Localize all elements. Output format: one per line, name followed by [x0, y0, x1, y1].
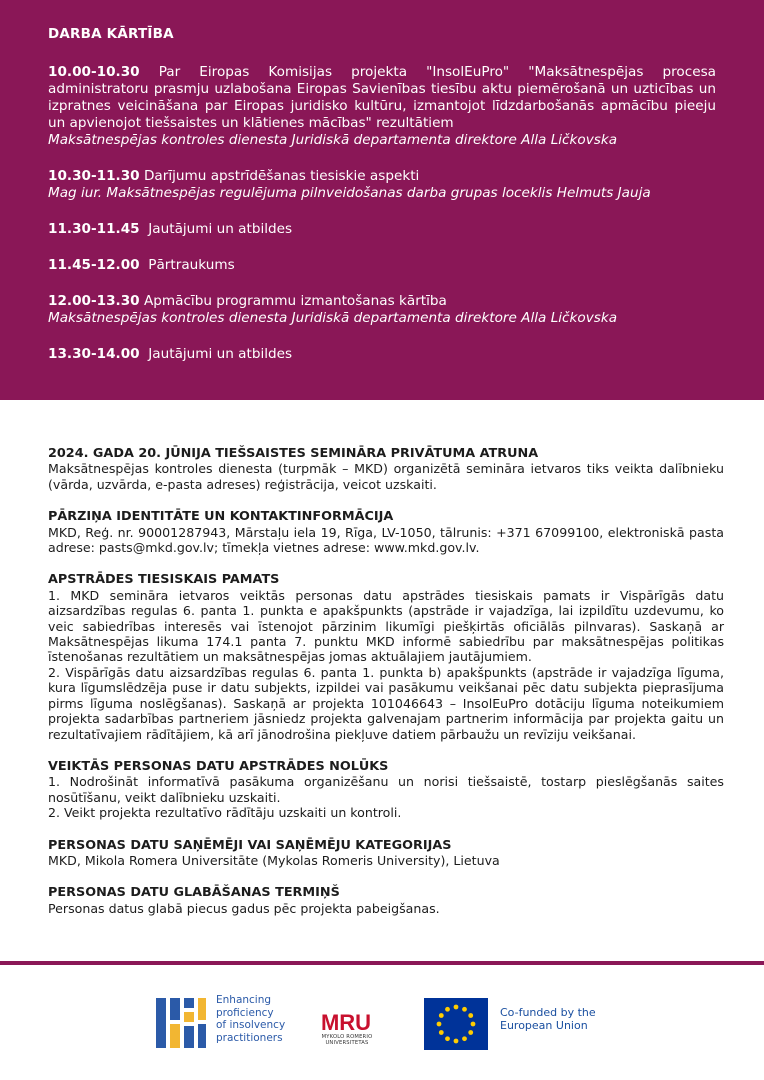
insoleupro-logo-icon — [154, 996, 208, 1050]
agenda-item — [48, 64, 721, 149]
agenda-banner — [0, 0, 764, 400]
agenda-topic: Darījumu apstrīdēšanas tiesiskie aspekti — [139, 168, 420, 184]
agenda-topic: Par Eiropas Komisijas projekta "InsolEuPro" "Maksātnespējas procesa administratoru prasmju uzlabošana Eiropas Savienības tiesību aktu piemērošanā un uzticības un izpratnes veicināšana par Eiropas juridisko kultūru, izmantojot līdzdarbošanās apmācību pieeju un apvienojot tiešsaistes un klātienes mācības" rezultātiem — [48, 64, 721, 131]
agenda-topic: Apmācību programmu izmantošanas kārtība — [139, 293, 447, 309]
agenda-title: DARBA KĀRTĪBA — [48, 26, 174, 42]
agenda-topic: Jautājumi un atbildes — [139, 346, 293, 362]
privacy-section — [48, 885, 724, 916]
agenda-item — [48, 346, 716, 363]
section-paragraph: Personas datus glabā piecus gadus pēc projekta pabeigšanas. — [48, 900, 440, 916]
privacy-section — [48, 759, 724, 821]
eu-star — [445, 1036, 450, 1041]
section-heading: 2024. GADA 20. JŪNIJA TIEŠSAISTES SEMINĀRA PRIVĀTUMA ATRUNA — [48, 446, 539, 461]
eu-star — [468, 1030, 473, 1035]
section-paragraph: MKD, Reģ. nr. 90001287943, Mārstaļu iela 19, Rīga, LV-1050, tālrunis: +371 67099100, elektroniskā pasta adrese: pasts@mkd.gov.lv; tīmekļa vietnes adrese: www.mkd.gov.lv. — [48, 524, 724, 556]
section-paragraph: 2. Vispārīgās datu aizsardzības regulas 6. panta 1. punkta b) apakšpunkts (apstrāde ir vajadzīga līguma, kura līgumslēdzēja puse ir datu subjekts, izpildei vai pasākumu veikšanai pēc datu subjekta pieprasījuma pirms līguma noslēgšanas). Saskaņā ar projekta 101046643 – InsolEuPro dotāciju līguma noteikumiem projekta sadarbības partneriem jāsniedz projekta galvenajam partnerim informācija par projekta gaitu un rezultatīvajiem rādītājiem, kā arī jānodrošina piekļuve datiem pārbaužu un revīziju veikšanai. — [48, 664, 724, 742]
svg-text:MRU: MRU — [320, 1010, 372, 1035]
section-heading: VEIKTĀS PERSONAS DATU APSTRĀDES NOLŪKS — [48, 758, 389, 774]
eu-flag-icon — [424, 992, 488, 1056]
eu-star — [454, 1005, 459, 1010]
footer-divider — [0, 961, 764, 965]
agenda-item — [48, 168, 716, 202]
section-heading: PERSONAS DATU GLABĀŠANAS TERMIŅŠ — [48, 885, 340, 901]
agenda-speaker: Maksātnespējas kontroles dienesta Juridiskā departamenta direktore Alla Ličkovska — [48, 132, 618, 148]
agenda-time: 10.30-11.30 — [48, 168, 140, 184]
eu-star — [454, 1039, 459, 1044]
agenda-time: 12.00-13.30 — [48, 293, 140, 309]
agenda-topic: Pārtraukums — [139, 257, 235, 273]
privacy-notice — [48, 446, 724, 933]
privacy-section — [48, 509, 724, 555]
privacy-section — [48, 838, 724, 869]
agenda-speaker: Maksātnespējas kontroles dienesta Juridiskā departamenta direktore Alla Ličkovska — [48, 310, 618, 326]
section-paragraph: Maksātnespējas kontroles dienesta (turpmāk – MKD) organizētā semināra ietvaros tiks veikta dalībnieku (vārda, uzvārda, e-pasta adreses) reģistrācija, veicot uzskaiti. — [48, 461, 724, 492]
agenda-time: 13.30-14.00 — [48, 346, 140, 362]
agenda-time: 11.45-12.00 — [48, 257, 140, 273]
section-paragraph: 1. Nodrošināt informatīvā pasākuma organizēšanu un norisi tiešsaistē, tostarp pieslēgšanās saites nosūtīšanu, veikt dalībnieku uzskaiti. — [48, 774, 724, 805]
section-heading: PERSONAS DATU SAŅĒMĒJI VAI SAŅĒMĒJU KATEGORIJAS — [48, 837, 452, 853]
mru-caption: MYKOLO ROMERIO UNIVERSITETAS — [321, 1034, 373, 1046]
privacy-section — [48, 572, 724, 741]
agenda-time: 11.30-11.45 — [48, 221, 140, 237]
agenda-item — [48, 293, 716, 327]
eu-star — [462, 1007, 467, 1012]
section-heading: PĀRZIŅA IDENTITĀTE UN KONTAKTINFORMĀCIJA — [48, 509, 394, 525]
eu-cofunded-text: Co-funded by the European Union — [500, 1006, 596, 1032]
eu-star — [462, 1036, 467, 1041]
eu-star — [439, 1013, 444, 1018]
eu-star — [439, 1030, 444, 1035]
agenda-topic: Jautājumi un atbildes — [139, 221, 293, 237]
section-paragraph: 1. MKD semināra ietvaros veiktās personas datu apstrādes tiesiskais pamats ir Vispārīgās datu aizsardzības regulas 6. panta 1. punkta e apakšpunkts (apstrāde ir vajadzīga, lai izpildītu uzdevumu, ko veic sabiedrības interesēs vai īstenojot pārzinim likumīgi piešķirtās oficiālās pilnvaras). Saskaņā ar Maksātnespējas likuma 174.1 panta 7. punktu MKD informē sabiedrību par maksātnespējas politikas īstenošanas rezultātiem un maksātnespējas jomas aktuālajiem jautājumiem. — [48, 587, 724, 665]
section-paragraph: MKD, Mikola Romera Universitāte (Mykolas Romeris University), Lietuva — [48, 852, 500, 868]
project-logo-text: Enhancing proficiency of insolvency practitioners — [216, 994, 286, 1044]
eu-star — [471, 1022, 476, 1027]
agenda-time: 10.00-10.30 — [48, 64, 140, 80]
agenda-item — [48, 257, 716, 274]
privacy-section — [48, 446, 724, 492]
eu-star — [437, 1022, 442, 1027]
section-heading: APSTRĀDES TIESISKAIS PAMATS — [48, 572, 280, 588]
eu-star — [468, 1013, 473, 1018]
agenda-list — [48, 64, 721, 363]
footer-logos — [0, 990, 764, 1060]
agenda-speaker: Mag iur. Maksātnespējas regulējuma pilnveidošanas darba grupas loceklis Helmuts Jauja — [48, 185, 651, 201]
eu-star — [445, 1007, 450, 1012]
agenda-item — [48, 221, 716, 238]
section-paragraph: 2. Veikt projekta rezultatīvo rādītāju uzskaiti un kontroli. — [48, 805, 402, 821]
